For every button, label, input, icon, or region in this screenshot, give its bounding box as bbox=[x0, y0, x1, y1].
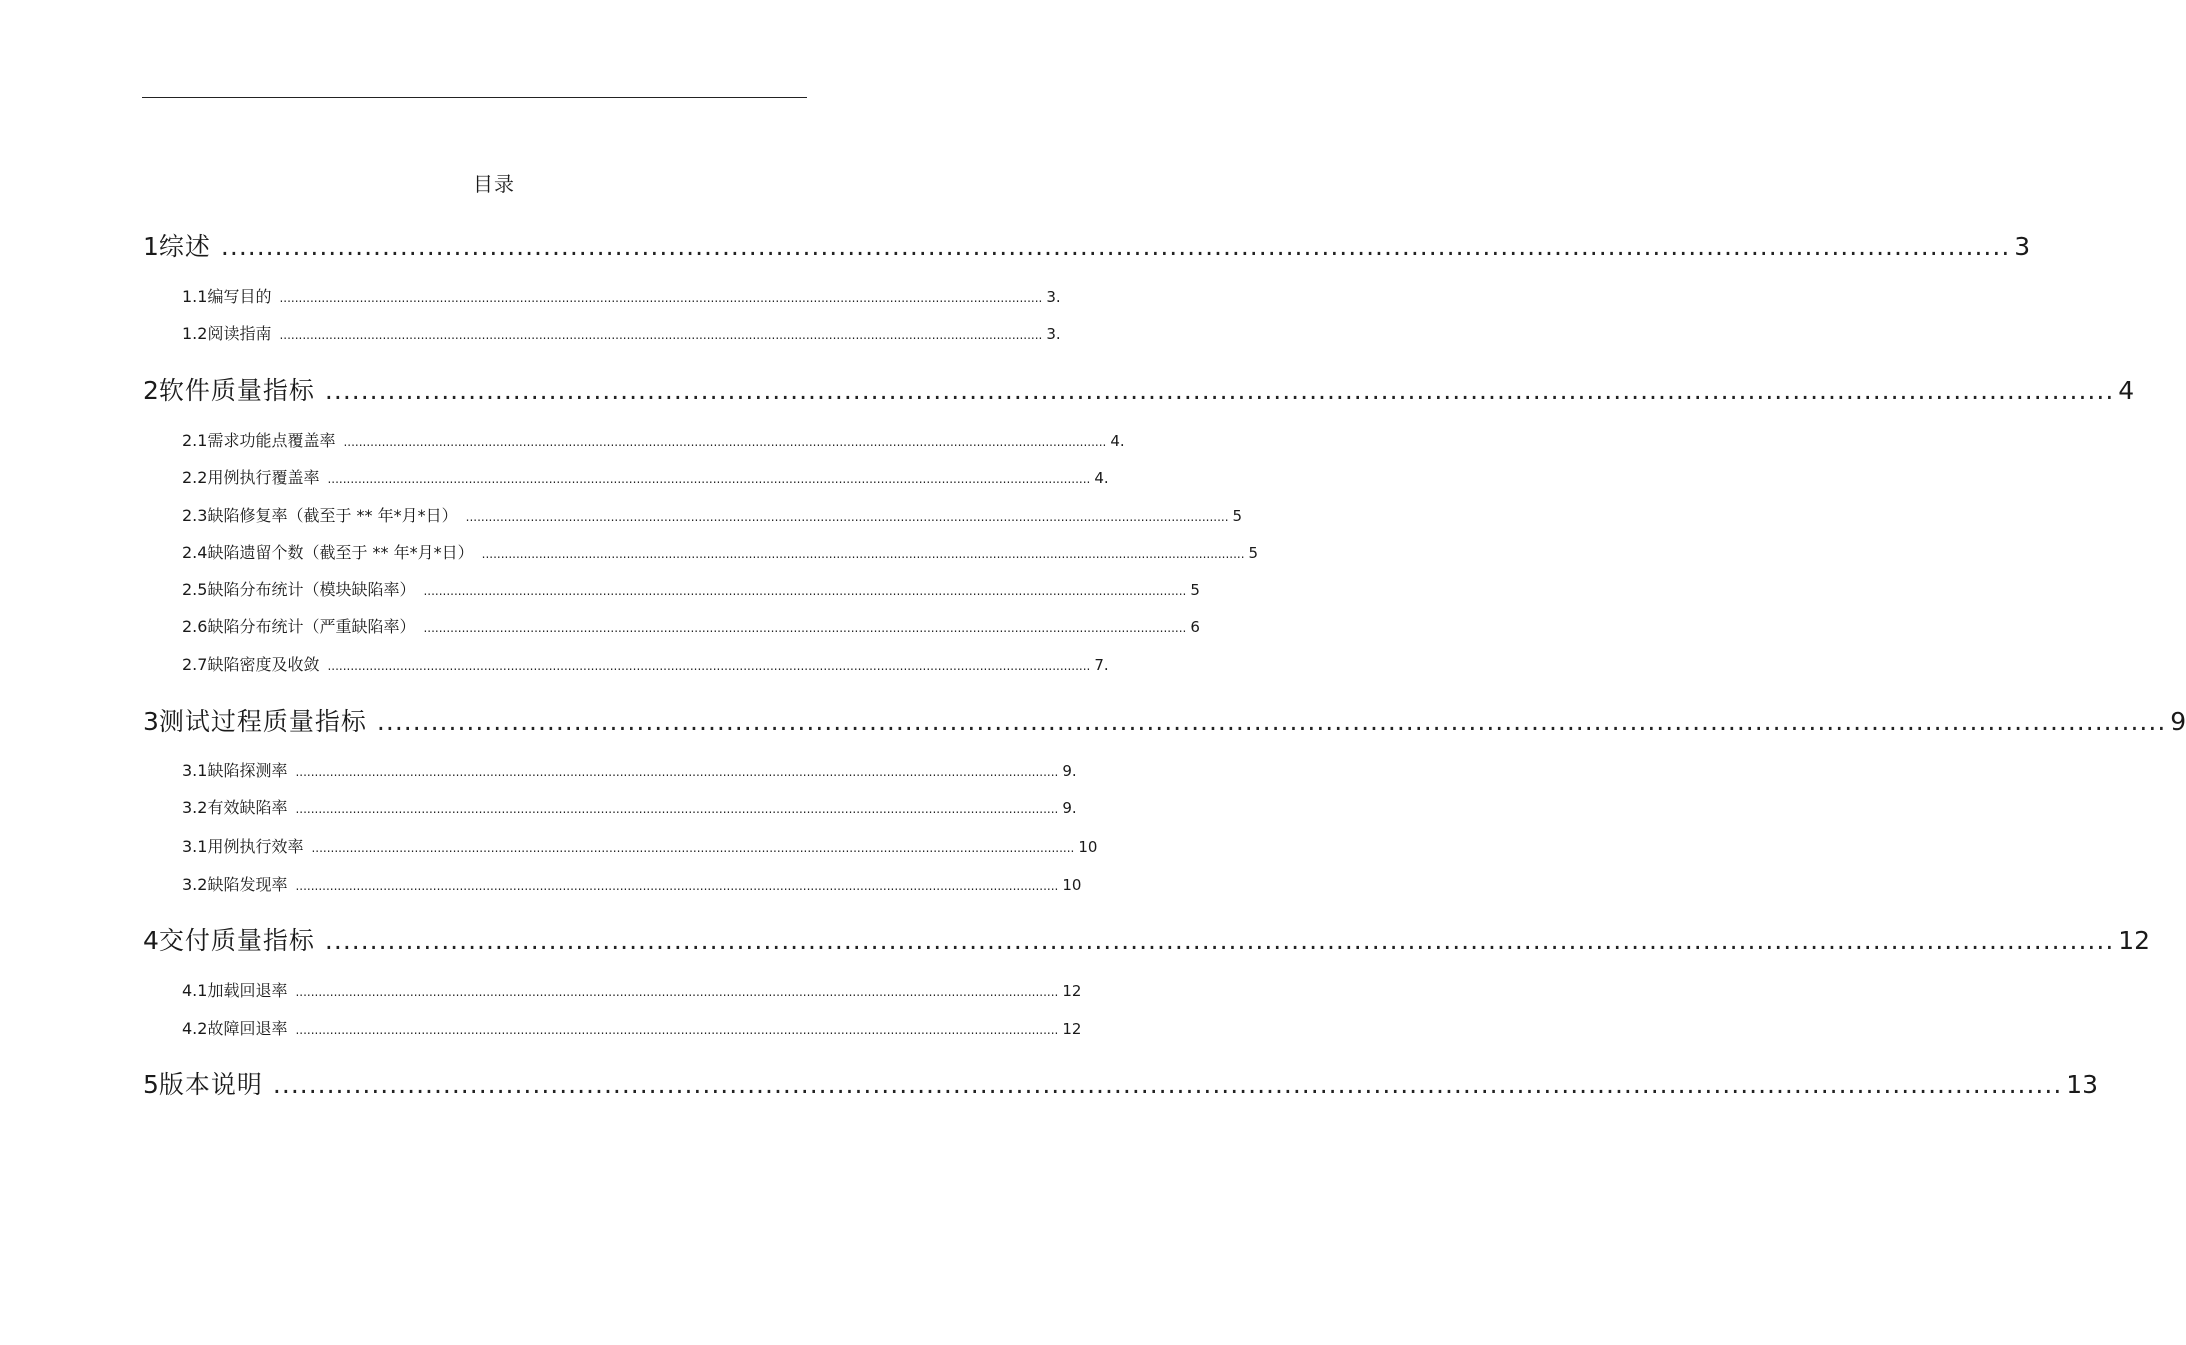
toc-entry-page: 5 bbox=[1232, 507, 1243, 525]
toc-entry-2-4[interactable] bbox=[182, 540, 1259, 562]
toc-entry-page: 12 bbox=[1062, 1020, 1082, 1038]
toc-entry-page: 3. bbox=[1046, 288, 1061, 306]
toc-entry-3-1[interactable] bbox=[182, 758, 1077, 780]
toc-entry-page: 4. bbox=[1094, 469, 1109, 487]
toc-entry-number: 3.1 bbox=[182, 837, 208, 856]
toc-entry-number: 2.6 bbox=[182, 617, 208, 636]
toc-entry-2-3[interactable] bbox=[182, 503, 1243, 525]
leader-dots: ........................................................................................................................................................................................................ bbox=[343, 435, 1107, 449]
toc-entry-number: 1 bbox=[143, 232, 159, 261]
toc-entry-number: 4.2 bbox=[182, 1019, 208, 1038]
toc-entry-title: 测试过程质量指标 bbox=[158, 707, 367, 736]
toc-entry-1[interactable] bbox=[143, 227, 2031, 261]
toc-entry-title: 缺陷分布统计（模块缺陷率） bbox=[207, 580, 416, 599]
leader-dots: ........................................................................................................................................................................................................ bbox=[279, 328, 1043, 342]
toc-entry-number: 5 bbox=[143, 1070, 159, 1099]
toc-entry-5[interactable] bbox=[143, 1065, 2099, 1099]
toc-entry-title: 缺陷遗留个数（截至于 ** 年*月*日） bbox=[207, 543, 474, 562]
leader-dots: ........................................................................................................................................................................................................ bbox=[324, 926, 2115, 955]
leader-dots: ........................................................................................................................................................................................................ bbox=[295, 802, 1059, 816]
leader-dots: ........................................................................................................................................................................................................ bbox=[324, 376, 2115, 405]
leader-dots: ........................................................................................................................................................................................................ bbox=[272, 1070, 2063, 1099]
toc-entry-title: 故障回退率 bbox=[207, 1019, 288, 1038]
toc-entry-number: 2.3 bbox=[182, 506, 208, 525]
toc-entry-page: 7. bbox=[1094, 656, 1109, 674]
leader-dots: ........................................................................................................................................................................................................ bbox=[376, 707, 2167, 736]
leader-dots: ........................................................................................................................................................................................................ bbox=[295, 765, 1059, 779]
leader-dots: ........................................................................................................................................................................................................ bbox=[295, 879, 1059, 893]
toc-entry-number: 3.2 bbox=[182, 798, 208, 817]
toc-entry-page: 9 bbox=[2170, 707, 2186, 736]
toc-title: 目录 bbox=[473, 172, 515, 196]
leader-dots: ........................................................................................................................................................................................................ bbox=[423, 621, 1187, 635]
toc-entry-page: 13 bbox=[2066, 1070, 2099, 1099]
toc-entry-number: 2.1 bbox=[182, 431, 208, 450]
toc-entry-title: 缺陷密度及收敛 bbox=[207, 655, 320, 674]
toc-entry-page: 10 bbox=[1062, 876, 1082, 894]
toc-entry-page: 12 bbox=[1062, 982, 1082, 1000]
toc-entry-page: 5 bbox=[1190, 581, 1200, 599]
toc-entry-page: 6 bbox=[1190, 618, 1200, 636]
toc-entry-2-1[interactable] bbox=[182, 428, 1125, 450]
toc-entry-2-6[interactable] bbox=[182, 614, 1200, 636]
toc-entry-number: 1.1 bbox=[182, 287, 208, 306]
toc-entry-3-1b[interactable] bbox=[182, 834, 1098, 856]
toc-entry-1-2[interactable] bbox=[182, 321, 1061, 343]
toc-entry-4-2[interactable] bbox=[182, 1016, 1082, 1038]
toc-entry-2-5[interactable] bbox=[182, 577, 1200, 599]
toc-entry-number: 2.7 bbox=[182, 655, 208, 674]
toc-entry-4[interactable] bbox=[143, 921, 2151, 955]
toc-entry-page: 4. bbox=[1110, 432, 1125, 450]
toc-entry-4-1[interactable] bbox=[182, 978, 1082, 1000]
toc-entry-title: 加载回退率 bbox=[207, 981, 288, 1000]
toc-entry-title: 软件质量指标 bbox=[158, 376, 315, 405]
toc-entry-title: 版本说明 bbox=[158, 1070, 263, 1099]
leader-dots: ........................................................................................................................................................................................................ bbox=[327, 659, 1091, 673]
toc-entry-number: 2.5 bbox=[182, 580, 208, 599]
toc-entry-page: 9. bbox=[1062, 762, 1077, 780]
toc-entry-title: 需求功能点覆盖率 bbox=[207, 431, 336, 450]
toc-entry-3-2b[interactable] bbox=[182, 872, 1082, 894]
toc-entry-number: 3.2 bbox=[182, 875, 208, 894]
toc-entry-title: 用例执行效率 bbox=[207, 837, 304, 856]
toc-entry-title: 阅读指南 bbox=[207, 324, 272, 343]
leader-dots: ........................................................................................................................................................................................................ bbox=[295, 985, 1059, 999]
leader-dots: ........................................................................................................................................................................................................ bbox=[423, 584, 1187, 598]
toc-entry-number: 4 bbox=[143, 926, 159, 955]
toc-entry-title: 缺陷探测率 bbox=[207, 761, 288, 780]
toc-entry-title: 综述 bbox=[158, 232, 211, 261]
toc-entry-page: 3 bbox=[2014, 232, 2031, 261]
leader-dots: ........................................................................................................................................................................................................ bbox=[327, 472, 1091, 486]
leader-dots: ........................................................................................................................................................................................................ bbox=[279, 291, 1043, 305]
toc-entry-title: 缺陷分布统计（严重缺陷率） bbox=[207, 617, 416, 636]
toc-entry-1-1[interactable] bbox=[182, 284, 1061, 306]
toc-entry-page: 4 bbox=[2118, 376, 2135, 405]
leader-dots: ........................................................................................................................................................................................................ bbox=[481, 547, 1245, 561]
leader-dots: ........................................................................................................................................................................................................ bbox=[295, 1023, 1059, 1037]
toc-entry-number: 3.1 bbox=[182, 761, 208, 780]
toc-entry-number: 4.1 bbox=[182, 981, 208, 1000]
toc-entry-title: 有效缺陷率 bbox=[207, 798, 288, 817]
toc-entry-page: 3. bbox=[1046, 325, 1061, 343]
toc-entry-page: 12 bbox=[2118, 926, 2151, 955]
leader-dots: ........................................................................................................................................................................................................ bbox=[311, 841, 1075, 855]
toc-entry-number: 1.2 bbox=[182, 324, 208, 343]
toc-entry-2[interactable] bbox=[143, 371, 2135, 405]
toc-entry-3[interactable] bbox=[143, 702, 2186, 736]
toc-entry-title: 缺陷发现率 bbox=[207, 875, 288, 894]
toc-entry-number: 2.2 bbox=[182, 468, 208, 487]
toc-entry-page: 10 bbox=[1078, 838, 1098, 856]
toc-entry-3-2[interactable] bbox=[182, 795, 1077, 817]
toc-entry-title: 缺陷修复率（截至于 ** 年*月*日） bbox=[207, 506, 458, 525]
toc-entry-number: 2 bbox=[143, 376, 159, 405]
leader-dots: ........................................................................................................................................................................................................ bbox=[465, 510, 1229, 524]
toc-entry-2-2[interactable] bbox=[182, 465, 1109, 487]
toc-entry-number: 2.4 bbox=[182, 543, 208, 562]
toc-entry-title: 用例执行覆盖率 bbox=[207, 468, 320, 487]
toc-entry-page: 5 bbox=[1248, 544, 1259, 562]
leader-dots: ........................................................................................................................................................................................................ bbox=[220, 232, 2011, 261]
toc-entry-title: 编写目的 bbox=[207, 287, 272, 306]
toc-entry-2-7[interactable] bbox=[182, 652, 1109, 674]
toc-entry-title: 交付质量指标 bbox=[158, 926, 315, 955]
toc-entry-page: 9. bbox=[1062, 799, 1077, 817]
toc-entry-number: 3 bbox=[143, 707, 159, 736]
